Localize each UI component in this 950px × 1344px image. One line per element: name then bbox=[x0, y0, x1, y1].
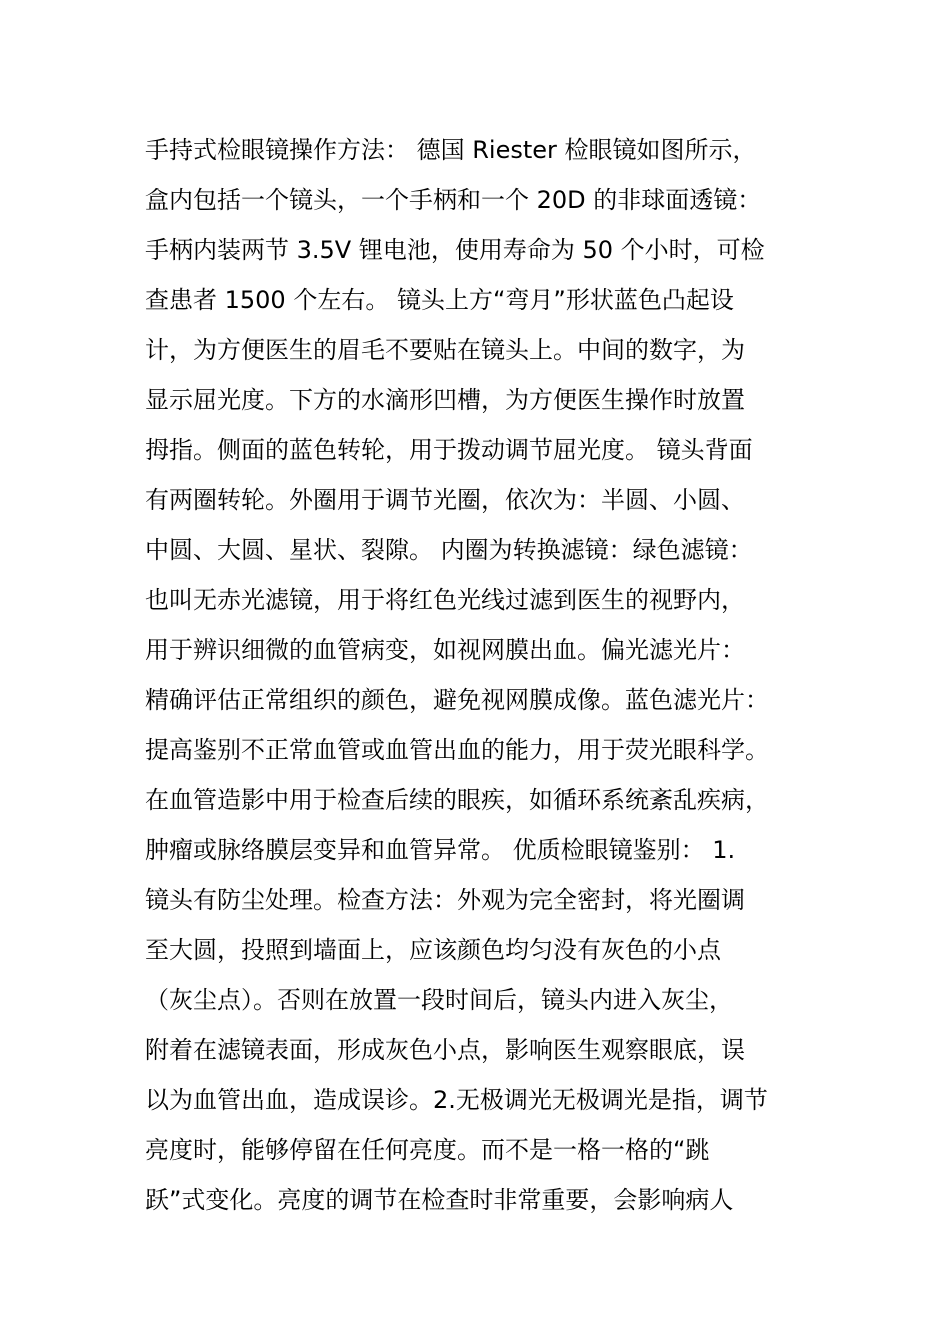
text-line: 手柄内装两节 3.5V 锂电池，使用寿命为 50 个小时，可检 bbox=[145, 236, 765, 264]
text-line: 跃”式变化。亮度的调节在检查时非常重要，会影响病人 bbox=[145, 1186, 734, 1214]
text-line: 精确评估正常组织的颜色，避免视网膜成像。蓝色滤光片： bbox=[145, 686, 769, 714]
text-line: 有两圈转轮。外圈用于调节光圈，依次为：半圆、小圆、 bbox=[145, 486, 745, 514]
text-line: （灰尘点）。否则在放置一段时间后，镜头内进入灰尘， bbox=[145, 986, 733, 1014]
text-line: 显示屈光度。下方的水滴形凹槽，为方便医生操作时放置 bbox=[145, 386, 745, 414]
text-line: 中圆、大圆、星状、裂隙。 内圈为转换滤镜：绿色滤镜： bbox=[145, 536, 753, 564]
text-line: 肿瘤或脉络膜层变异和血管异常。 优质检眼镜鉴别： 1. bbox=[145, 836, 736, 864]
text-line: 查患者 1500 个左右。 镜头上方“弯月”形状蓝色凸起设 bbox=[145, 286, 734, 314]
text-line: 用于辨识细微的血管病变，如视网膜出血。偏光滤光片： bbox=[145, 636, 745, 664]
text-line: 拇指。侧面的蓝色转轮，用于拨动调节屈光度。 镜头背面 bbox=[145, 436, 753, 464]
text-line: 在血管造影中用于检查后续的眼疾，如循环系统紊乱疾病， bbox=[145, 786, 769, 814]
text-line: 镜头有防尘处理。检查方法：外观为完全密封，将光圈调 bbox=[145, 886, 745, 914]
text-line: 计，为方便医生的眉毛不要贴在镜头上。中间的数字，为 bbox=[145, 336, 745, 364]
body-text bbox=[145, 125, 825, 1225]
text-line: 亮度时，能够停留在任何亮度。而不是一格一格的“跳 bbox=[145, 1136, 710, 1164]
text-line: 至大圆，投照到墙面上，应该颜色均匀没有灰色的小点 bbox=[145, 936, 721, 964]
text-line: 以为血管出血，造成误诊。2.无极调光无极调光是指，调节 bbox=[145, 1086, 768, 1114]
text-line: 盒内包括一个镜头，一个手柄和一个 20D 的非球面透镜： bbox=[145, 186, 762, 214]
text-line: 提高鉴别不正常血管或血管出血的能力，用于荧光眼科学。 bbox=[145, 736, 769, 764]
text-line: 手持式检眼镜操作方法： 德国 Riester 检眼镜如图所示， bbox=[145, 136, 757, 164]
text-line: 附着在滤镜表面，形成灰色小点，影响医生观察眼底，误 bbox=[145, 1036, 745, 1064]
text-line: 也叫无赤光滤镜，用于将红色光线过滤到医生的视野内， bbox=[145, 586, 745, 614]
